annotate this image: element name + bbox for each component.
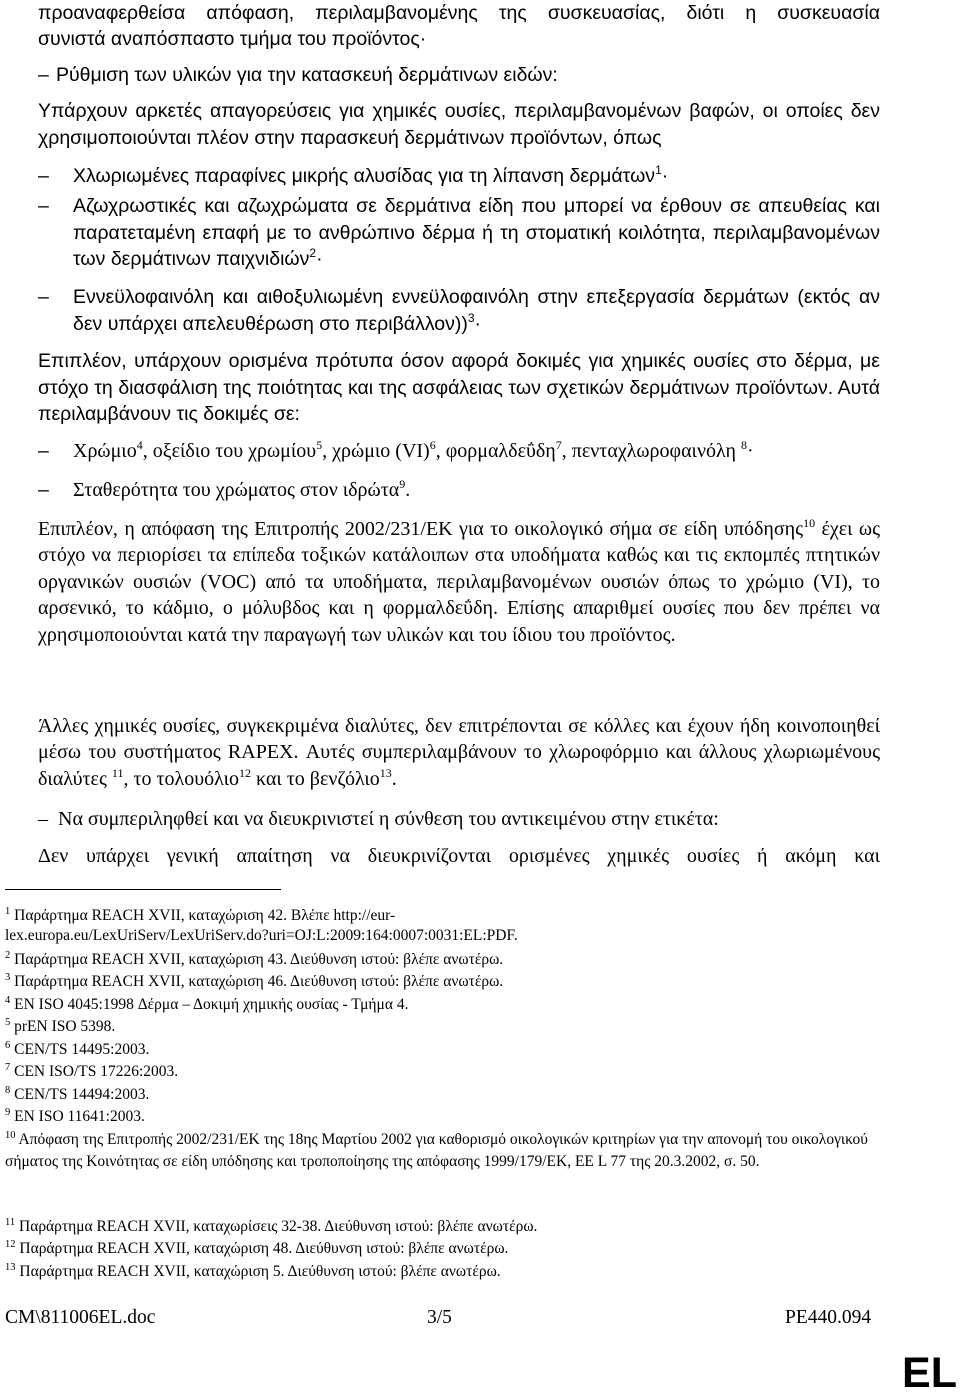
test-pcp: , πενταχλωροφαινόλη: [561, 440, 741, 462]
solvents-paragraph: [38, 713, 880, 792]
ecolabel-paragraph: [38, 516, 880, 648]
footnote-text: Απόφαση της Επιτροπής 2002/231/ΕΚ της 18ης Μαρτίου 2002 για καθορισμό οικολογικών κριτηρίων για την απονομή του οικολογικού σήματος της Κοινότητας σε είδη υπόδησης και τροποποίησης της απόφασης 1999/179/ΕΚ, ΕΕ L 77 της 20.3.2002, σ. 50.: [5, 1131, 868, 1170]
footnote-11: [5, 1217, 885, 1237]
standards-paragraph: Επιπλέον, υπάρχουν ορισμένα πρότυπα όσον αφορά δοκιμές για χημικές ουσίες στο δέρμα, με στόχο τη διασφάλιση της ποιότητας και της ασφάλειας των σχετικών δερμάτινων προϊόντων. Αυτά περιλαμβάνουν τις δοκιμές σε:: [38, 350, 880, 425]
bans-intro-paragraph: Υπάρχουν αρκετές απαγορεύσεις για χημικές ουσίες, περιλαμβανομένων βαφών, οι οποίες δεν χρησιμοποιούνται πλέον στην παρασκευή δερμάτινων προϊόντων, όπως: [38, 100, 880, 149]
footnote-6: [5, 1040, 885, 1060]
footnote-text: Παράρτημα REACH XVII, καταχώριση 48. Διεύθυνση ιστού: βλέπε ανωτέρω.: [19, 1240, 509, 1257]
footnote-ref-4: 4: [136, 438, 143, 452]
test-item-1-text: [73, 438, 880, 465]
footnote-12: [5, 1239, 885, 1259]
footnote-ref-8: 8: [740, 438, 747, 452]
last-line: Δεν υπάρχει γενική απαίτηση να διευκρινίζονται ορισμένες χημικές ουσίες ή ακόμη και: [38, 845, 880, 867]
intro-line-2: συνιστά αναπόσπαστο τμήμα του προϊόντος·: [38, 28, 427, 50]
bullet-leather-text: Ρύθμιση των υλικών για την κατασκευή δερμάτινων ειδών:: [56, 64, 558, 86]
ban-1-text: Χλωριωμένες παραφίνες μικρής αλυσίδας για τη λίπανση δερμάτων: [73, 165, 656, 187]
footnote-5: [5, 1017, 885, 1037]
footnote-7: [5, 1062, 885, 1082]
bullet-labelling-line: [38, 806, 719, 833]
footnote-number: 13: [5, 1262, 16, 1273]
footnote-separator: [5, 889, 281, 890]
footer-page-number: 3/5: [427, 1307, 452, 1328]
footnote-text: Παράρτημα REACH XVII, καταχώριση 46. Διεύθυνση ιστού: βλέπε ανωτέρω.: [14, 973, 504, 990]
footnote-number: 5: [5, 1017, 11, 1028]
footnote-number: 7: [5, 1062, 11, 1073]
test-2-end: .: [405, 479, 411, 501]
test-chromium-oxide: , οξείδιο του χρωμίου: [142, 440, 317, 462]
footnote-ref-3: 3: [467, 310, 475, 325]
ban-item-2-text: [73, 193, 880, 273]
test-1-end: ·: [746, 440, 754, 462]
footnote-text: Παράρτημα REACH XVII, καταχώριση 5. Διεύθυνση ιστού: βλέπε ανωτέρω.: [19, 1263, 501, 1280]
footnote-ref-12: 12: [238, 765, 251, 780]
footnote-ref-7: 7: [555, 438, 562, 452]
footnote-link[interactable]: lex.europa.eu/LexUriServ/LexUriServ.do?uri=OJ:L:2009:164:0007:0031:EL:PDF.: [5, 927, 518, 944]
dash-bullet: –: [38, 479, 49, 501]
footnote-number: 11: [5, 1217, 16, 1228]
test-item-2-text: [73, 477, 880, 504]
footnote-number: 8: [5, 1085, 11, 1096]
footnote-text: CEN/TS 14494:2003.: [14, 1086, 150, 1103]
test-chromium-vi: , χρώμιο (VI): [322, 440, 430, 462]
dash-bullet: –: [38, 286, 49, 308]
test-formaldehyde: , φορμαλδεΰδη: [435, 440, 556, 462]
footnote-text: EN ISO 11641:2003.: [14, 1108, 145, 1125]
footnote-ref-10: 10: [803, 516, 816, 530]
footnote-13: [5, 1262, 885, 1282]
ban-3-text: Εννεϋλοφαινόλη και αιθοξυλιωμένη εννεϋλοφαινόλη στην επεξεργασία δερμάτων (εκτός αν δεν υπάρχει απελευθέρωση στο περιβάλλον)): [73, 286, 880, 335]
footnote-text: Παράρτημα REACH XVII, καταχωρίσεις 32-38. Διεύθυνση ιστού: βλέπε ανωτέρω.: [19, 1218, 538, 1235]
footnote-number: 6: [5, 1040, 11, 1051]
footnote-ref-1: 1: [655, 163, 662, 177]
dash-bullet: –: [38, 165, 49, 187]
footnote-text: EN ISO 4045:1998 Δέρμα – Δοκιμή χημικής ουσίας - Τμήμα 4.: [14, 996, 409, 1013]
intro-line-1: προαναφερθείσα απόφαση, περιλαμβανομένης της συσκευασίας, διότι η συσκευασία: [38, 2, 880, 24]
footnote-ref-2: 2: [309, 246, 317, 260]
footnote-ref-6: 6: [429, 438, 436, 452]
footnote-2: [5, 950, 885, 970]
footnote-number: 2: [5, 950, 11, 961]
test-sweat-fastness: Σταθερότητα του χρώματος στον ιδρώτα: [73, 479, 400, 501]
dash-bullet: –: [38, 808, 48, 830]
footnote-10: [5, 1129, 885, 1173]
ban-2-end: ·: [316, 248, 323, 270]
language-badge: EL: [902, 1349, 957, 1397]
dash-bullet: –: [38, 64, 49, 86]
footnote-number: 4: [5, 995, 11, 1006]
footnote-ref-5: 5: [316, 438, 323, 452]
footnote-3: [5, 972, 885, 992]
footnote-text: Παράρτημα REACH XVII, καταχώριση 43. Διεύθυνση ιστού: βλέπε ανωτέρω.: [14, 951, 504, 968]
ban-1-end: ·: [661, 165, 669, 187]
ecolabel-text-1: Επιπλέον, η απόφαση της Επιτροπής 2002/231/ΕΚ για το οικολογικό σήμα σε είδη υπόδησης: [38, 518, 804, 540]
footnote-text: prEN ISO 5398.: [14, 1018, 116, 1035]
footnote-number: 12: [5, 1239, 16, 1250]
solvents-end: .: [391, 767, 397, 790]
ban-2-text: Αζωχρωστικές και αζωχρώματα σε δερμάτινα είδη που μπορεί να έρθουν σε απευθείας και παρατεταμένη επαφή με το ανθρώπινο δέρμα ή τη στοματική κοιλότητα, περιλαμβανομένων των δερμάτινων παιχνιδιών: [73, 195, 880, 270]
footnote-text: CEN/TS 14495:2003.: [14, 1041, 150, 1058]
ban-item-1-text: [73, 163, 880, 190]
footnote-8: [5, 1085, 885, 1105]
ban-item-3-text: [73, 284, 880, 337]
footnote-number: 9: [5, 1107, 11, 1118]
footer-pe-ref: PE440.094: [785, 1307, 872, 1328]
footnote-4: [5, 995, 885, 1015]
ecolabel-text-2: έχει ως στόχο να περιορίσει τα επίπεδα τοξικών κατάλοιπων στα υποδήματα καθώς και τις εκπομπές πτητικών οργανικών ουσιών (VOC) από τα υποδήματα, περιλαμβανομένων ουσιών όπως το χρώμιο (VI), το αρσενικό, το κάδμιο, ο μόλυβδος και η φορμαλδεΰδη. Επίσης απαριθμεί ουσίες που δεν πρέπει να χρησιμοποιούνται κατά την παραγωγή των υλικών και του ίδιου του προϊόντος.: [38, 518, 881, 646]
dash-bullet: –: [38, 195, 49, 217]
bullet-labelling-text: Να συμπεριληφθεί και να διευκρινιστεί η σύνθεση του αντικειμένου στην ετικέτα:: [58, 808, 719, 830]
footnote-1: [5, 906, 885, 946]
ban-3-end: ·: [474, 312, 482, 335]
footnote-text: Παράρτημα REACH XVII, καταχώριση 42. Βλέπε http://eur-: [14, 907, 396, 924]
footnote-ref-9: 9: [399, 477, 406, 491]
footnote-number: 10: [5, 1130, 16, 1141]
footnote-ref-13: 13: [379, 765, 392, 780]
footnote-9: [5, 1107, 885, 1127]
footnote-text: CEN ISO/TS 17226:2003.: [14, 1063, 179, 1080]
solvents-text-2: , το τολουόλιο: [123, 767, 239, 790]
footnote-ref-11: 11: [111, 765, 124, 780]
test-chromium: Χρώμιο: [73, 440, 137, 462]
footnote-number: 3: [5, 972, 11, 983]
footer-doc-ref: CM\811006EL.doc: [5, 1307, 156, 1328]
footnote-number: 1: [5, 906, 11, 917]
solvents-text-3: και το βενζόλιο: [250, 767, 380, 790]
solvents-text-1: Άλλες χημικές ουσίες, συγκεκριμένα διαλύτες, δεν επιτρέπονται σε κόλλες και έχουν ήδη κοινοποιηθεί μέσω του συστήματος RAPEX. Αυτές συμπεριλαμβάνουν το χλωροφόρμιο και άλλους χλωριωμένους διαλύτες: [38, 715, 880, 790]
dash-bullet: –: [38, 440, 49, 462]
